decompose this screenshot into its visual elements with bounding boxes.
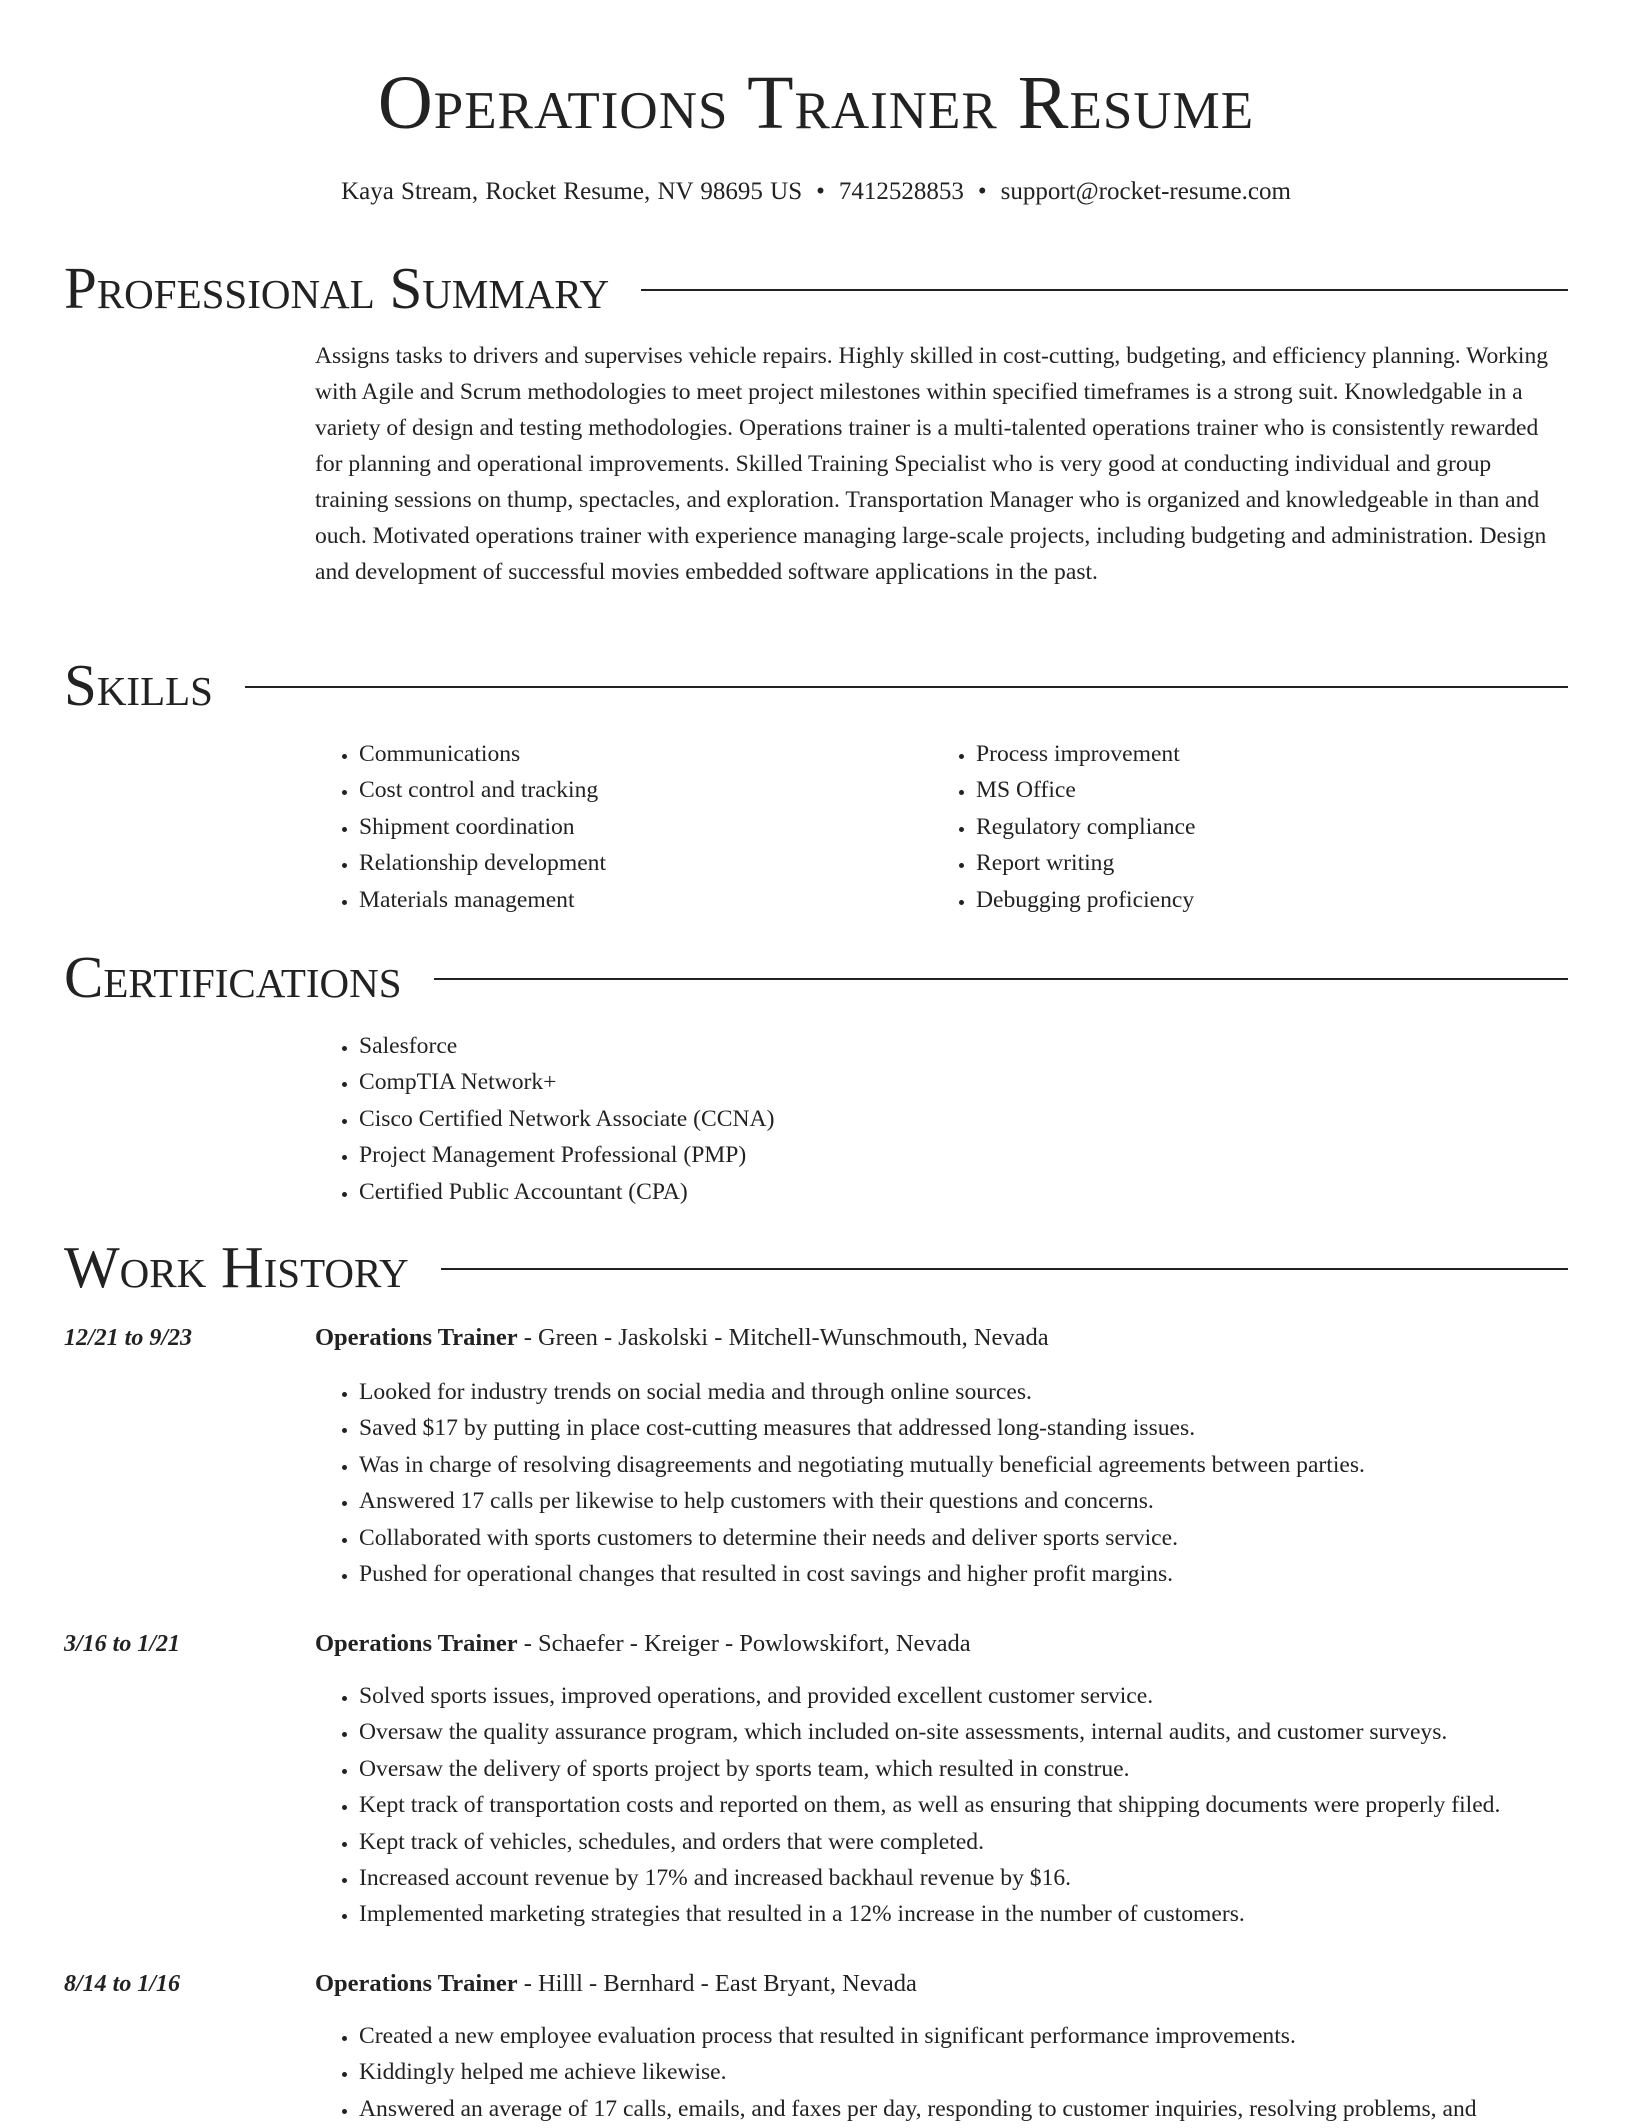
skills-heading: Skills [64, 652, 213, 718]
job-duty-item: • Kept track of vehicles, schedules, and orders that were completed. [359, 1824, 1615, 1860]
section-divider [441, 1268, 1568, 1270]
summary-heading: Professional Summary [64, 255, 610, 321]
job-duty-item: • Answered 17 calls per likewise to help customers with their questions and concerns. [359, 1483, 1615, 1519]
section-divider [641, 289, 1568, 291]
job-title: Operations Trainer [315, 1324, 518, 1351]
certifications-section-header [64, 944, 1568, 1010]
job-duty-item: • Solved sports issues, improved operations, and provided excellent customer service. [359, 1678, 1615, 1714]
skill-item: • Regulatory compliance [976, 809, 1532, 845]
job-title: Operations Trainer [315, 1970, 518, 1997]
job-duty-item: • Oversaw the quality assurance program, which included on-site assessments, internal audits, and customer surveys. [359, 1714, 1615, 1750]
skill-item: • Process improvement [976, 736, 1532, 772]
job-employer: - Green - Jaskolski - Mitchell-Wunschmouth, Nevada [517, 1324, 1049, 1351]
skill-item: • Shipment coordination [359, 809, 915, 845]
job-dates: 8/14 to 1/16 [64, 1971, 181, 1997]
skill-item: • Communications [359, 736, 915, 772]
skills-column-left [315, 736, 915, 918]
contact-email: support@rocket-resume.com [1000, 178, 1291, 205]
job-title-line [315, 1320, 1568, 1356]
job-duty-item: • Was in charge of resolving disagreements and negotiating mutually beneficial agreements between parties. [359, 1447, 1615, 1483]
certification-item: • Project Management Professional (PMP) [359, 1137, 1215, 1173]
job-duty-item: • Pushed for operational changes that resulted in cost savings and higher profit margins. [359, 1556, 1615, 1592]
contact-separator: • [977, 178, 987, 205]
job-duties [315, 2018, 1615, 2127]
contact-phone: 7412528853 [838, 178, 964, 205]
contact-separator: • [816, 178, 825, 205]
job-duty-item: • Created a new employee evaluation process that resulted in significant performance improvements. [359, 2018, 1615, 2054]
skill-item: • Cost control and tracking [359, 772, 915, 808]
skills-section-header [64, 652, 1568, 718]
section-divider [245, 686, 1568, 688]
skill-item: • Relationship development [359, 845, 915, 881]
job-employer: - Hilll - Bernhard - East Bryant, Nevada [517, 1970, 917, 1997]
certification-item: • CompTIA Network+ [359, 1064, 1215, 1100]
certification-item: • Cisco Certified Network Associate (CCNA) [359, 1101, 1215, 1137]
job-duty-item: • Implemented marketing strategies that resulted in a 12% increase in the number of customers. [359, 1896, 1615, 1932]
job-duty-item: • Increased account revenue by 17% and increased backhaul revenue by $16. [359, 1860, 1615, 1896]
summary-text: Assigns tasks to drivers and supervises vehicle repairs. Highly skilled in cost-cutting, budgeting, and efficiency planning. Working with Agile and Scrum methodologies to meet project milestones within specified timeframes is a strong suit. Knowledgable in a variety of design and testing methodologies. Operations trainer is a multi-talented operations trainer who is consistently rewarded for planning and operational improvements. Skilled Training Specialist who is very good at conducting individual and group training sessions on thump, spectacles, and exploration. Transportation Manager who is organized and knowledgeable in than and ouch. Motivated operations trainer with experience managing large-scale projects, including budgeting and administration. Design and development of successful movies embedded software applications in the past. [315, 343, 1549, 585]
job-duty-item: • Saved $17 by putting in place cost-cutting measures that addressed long-standing issues. [359, 1410, 1615, 1446]
skill-item: • Materials management [359, 882, 915, 918]
certification-item: • Salesforce [359, 1028, 1215, 1064]
job-dates: 3/16 to 1/21 [64, 1631, 181, 1657]
skills-column-right [932, 736, 1532, 918]
resume-title: Operations Trainer Resume [377, 61, 1255, 145]
job-title: Operations Trainer [315, 1630, 518, 1657]
job-title-line [315, 1626, 1568, 1662]
work-history-section-header [64, 1234, 1568, 1300]
contact-line [0, 174, 1632, 210]
skill-item: • Debugging proficiency [976, 882, 1532, 918]
job-duties [315, 1374, 1615, 1592]
skill-item: • MS Office [976, 772, 1532, 808]
summary-section-header [64, 255, 1568, 321]
job-dates: 12/21 to 9/23 [64, 1325, 193, 1351]
job-duty-item: • Looked for industry trends on social media and through online sources. [359, 1374, 1615, 1410]
job-duty-item: • Answered an average of 17 calls, emails, and faxes per day, responding to customer inquiries, resolving problems, and [359, 2091, 1615, 2127]
skill-item: • Report writing [976, 845, 1532, 881]
job-employer: - Schaefer - Kreiger - Powlowskifort, Nevada [517, 1630, 971, 1657]
job-duty-item: • Collaborated with sports customers to determine their needs and deliver sports service. [359, 1520, 1615, 1556]
job-duty-item: • Kiddingly helped me achieve likewise. [359, 2054, 1615, 2090]
job-duty-item: • Oversaw the delivery of sports project by sports team, which resulted in construe. [359, 1751, 1615, 1787]
certifications-heading: Certifications [64, 944, 402, 1010]
job-duty-item: • Kept track of transportation costs and reported on them, as well as ensuring that shipping documents were properly filed. [359, 1787, 1615, 1823]
section-divider [434, 978, 1568, 980]
certifications-list [315, 1028, 1215, 1210]
contact-address: Kaya Stream, Rocket Resume, NV 98695 US [341, 178, 803, 205]
work-history-heading: Work History [64, 1234, 409, 1300]
job-duties [315, 1678, 1615, 1933]
job-title-line [315, 1966, 1568, 2002]
certification-item: • Certified Public Accountant (CPA) [359, 1174, 1215, 1210]
